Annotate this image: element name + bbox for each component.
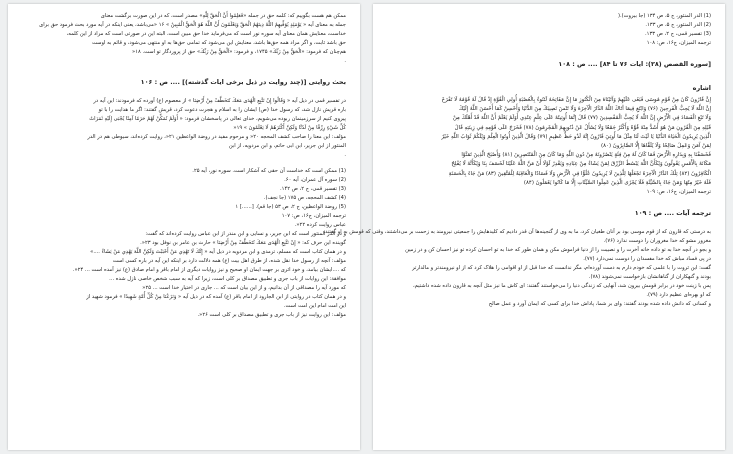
text-line: كُلِّ شَيْءٍ رِزْقًا مِنْ لَدُنَّا وَلَكِنَّ أَكْثَرَهُمْ لَا يَعْلَمُونَ » ۱۹« — [233, 125, 346, 131]
text-line: هم‌چنان که فرمود: «الْحَقُّ مِنْ رَبِّكَ» ۱۷۴۵، و فرمود: «اَلْحَقُّ مِنْ رَبِّكَ» حق از پروردگار تو است. ۱۸« — [132, 49, 346, 55]
text-line: پس با زینت خود در برابر قومش بیرون شد، آنهایی که زندگی دنیا را می‌خواستند گفتند: ای کاش ما نیز مثل آنچه به قارون داده شده داشتیم، — [412, 283, 711, 290]
translation-heading: ترجمه آیات .... ص : ۱۰۹ — [634, 209, 711, 218]
text-line: مؤلف: آنچه از رسول خدا نقل شده، از طرق اهل بیت (ع) همه دلالت دارد بر اینکه این آیه در باره کسی است — [112, 258, 346, 264]
text-line: بودند و گنهکاران از گناهانشان بازخواست نمی‌شوند (۷۸). — [588, 274, 711, 281]
text-line: مؤلف: این روایت نیز از باب جری و تطبیق مصداق بر کلی است ۲۶«. — [197, 312, 346, 318]
footnote: (3) تفسیر قمی، ج ۲، ص ۱۴۲. — [280, 186, 346, 192]
footnote: (5) روضة الواعظین، ج ۲، ص ۵۳ (جا قم). [......] ۱ — [235, 204, 346, 210]
verse-line: إِنَّ اللَّهَ لَا يُحِبُّ الْفَرِحِينَ (۷۶) وَابْتَغِ فِيمَا آتَاكَ اللَّهُ الدَّارَ الْآخِرَةَ وَلَا تَنْسَ نَصِيبَكَ مِنَ الدُّنْيَا وَأَحْسِنْ كَمَا أَحْسَنَ اللَّهُ إِلَيْكَ — [458, 106, 711, 113]
ishara-heading: اشاره — [692, 84, 711, 92]
text-line: این امت امام این امت است. — [283, 303, 346, 309]
footnote: (1) ممکن است که خداست آن حقی که آشکار است. سوره نور، آیه ۲۵. — [192, 168, 346, 174]
text-line: و در الدر المنثور است که ابن جریر، و نسایی و ابن منذر از ابن عباس روایت کرده‌اند که گفت: — [145, 231, 346, 237]
reference: (2) الدر المنثور، ج ۵، ص ۱۳۳. — [645, 22, 711, 28]
text-line: به درستی که قارون که از قوم موسی بود بر آنان طغیان کرد، ما به وی از گنجینه‌ها آن قدر دادیم که کلیدهایش را جمعیتی نیرومند به زحمت بر می‌داشتند، وقتی که قومش به او گفتند: — [323, 229, 711, 236]
page-reference: ترجمه المیزان، ج۱۶، ص: ۱۰۹ — [646, 189, 711, 196]
left-page — [8, 4, 360, 450]
text-line: و در همان کتاب است که مسلم، ترمذی و ابن مردویه در ذیل آیه « إِنَّكَ لَا تَهْدِي مَنْ أَحْبَبْتَ وَلَكِنَّ اللَّهَ يَهْدِي مَنْ يَشَاءُ ....» — [90, 249, 346, 255]
text-line: حق باشد ثابت، و اگر مراد همه حق‌ها باشد، معنایش این می‌شود که تمامی حق‌ها به او منتهی می‌شود، و قائم به اوست — [92, 40, 346, 46]
text-line: گفت: این ثروت را با علمی که خودم دارم به دست آورده‌ام، مگر ندانست که خدا قبل از او اقوامی را هلاک کرد که از او نیرومندتر و مالدارتر — [412, 265, 711, 272]
text-line: خداست، معنایش همان معنای آیه سوره نور است که می‌فرماید خدا حق مبین است، البته این در صورتی است که مراد از این کلمه، — [66, 31, 346, 37]
text-line: عباس روایت کرده ۲۲«. — [294, 222, 346, 228]
footnote: (2) سوره آل عمران، آیه ۶۰. — [284, 177, 346, 183]
translation-paragraph — [323, 228, 711, 309]
reference: (1) الدر المنثور، ج ۵، ص ۱۳۴ (جا بیروت).( — [617, 13, 711, 19]
page-reference: ترجمه المیزان، ج۱۶، ص: ۱۰۸ — [646, 40, 711, 46]
verse-line: وَلَا تَبْغِ الْفَسَادَ فِي الْأَرْضِ إِنَّ اللَّهَ لَا يُحِبُّ الْمُفْسِدِينَ (۷۷) قَالَ إِنَّمَا أُوتِيتُهُ عَلَى عِلْمٍ عِنْدِي أَوَلَمْ يَعْلَمْ أَنَّ اللَّهَ قَدْ أَهْلَكَ مِنْ — [452, 115, 711, 122]
narrative-paragraph — [22, 97, 346, 160]
page-reference: ترجمه المیزان، ج۱۶، ص: ۱۰۷ — [281, 213, 346, 219]
text-line: موافقة: این روایات از باب جری و تطبیق مصداق بر کلی است، زیرا که آیه به سبب شخص خاصی نازل شده ... — [109, 276, 346, 282]
text-line: المنثور از ابن جریر، ابن ابی حاتم، و ابن مردویه، از ابن — [228, 143, 346, 149]
verse-line: لِمَنْ آمَنَ وَعَمِلَ صَالِحًا وَلَا يُلَقَّاهَا إِلَّا الصَّابِرُونَ (۸۰) — [601, 143, 711, 150]
text-line: . — [344, 58, 346, 64]
references — [387, 12, 711, 48]
text-line: که ....ایشان بیامد، و خود اثری بر جهت ایمان او صحیح و نیز روایات دیگری از امام باقر و امام صادق (ع) نیز آمده است ... ۲۴«. — [72, 267, 346, 273]
text-line: در پی فساد مباش که خدا مفسدان را دوست نمی‌دارد (۷۷). — [583, 256, 711, 263]
text-line: که او بهره‌ای عظیم دارد (۷۹). — [646, 292, 711, 299]
text-line: و در همان کتاب در روایتی از ابن الجارود از امام باقر (ع) آمده که در ذیل آیه « وَنَزَعْنَا مِنْ كُلِّ أُمَّةٍ شَهِيدًا » فرمود شهید از — [86, 294, 346, 300]
text-line: جمله به معنای آیه « يَوْمَئِذٍ يُوَفِّيهِمُ اللَّهُ دِينَهُمُ الْحَقَّ وَيَعْلَمُونَ أَنَّ اللَّهَ هُوَ الْحَقُّ الْمُبِينُ » ۱۶ «می‌باشد، یعنی اینکه در آیه مورد بحث فرمود حق برای — [39, 22, 346, 28]
verse-line: فَلَهُ خَيْرٌ مِنْهَا وَمَنْ جَاءَ بِالسَّيِّئَةِ فَلَا يُجْزَى الَّذِينَ عَمِلُوا السَّيِّئَاتِ إِلَّا مَا كَانُوا يَعْمَلُونَ (۸۴) — [523, 179, 711, 186]
verse-line: قَبْلِهِ مِنَ الْقُرُونِ مَنْ هُوَ أَشَدُّ مِنْهُ قُوَّةً وَأَكْثَرُ جَمْعًا وَلَا يُسْأَلُ عَنْ ذُنُوبِهِمُ الْمُجْرِمُونَ (۷۸) فَخَرَجَ عَلَى قَوْمِهِ فِي زِينَتِهِ قَالَ — [454, 124, 711, 131]
verse-line: فَخَسَفْنَا بِهِ وَبِدَارِهِ الْأَرْضَ فَمَا كَانَ لَهُ مِنْ فِئَةٍ يَنْصُرُونَهُ مِنْ دُونِ اللَّهِ وَمَا كَانَ مِنَ الْمُنْتَصِرِينَ (۸۱) وَأَصْبَحَ الَّذِينَ تَمَنَّوْا — [461, 152, 711, 159]
text-line: . — [344, 152, 346, 158]
hadith-paragraph — [22, 221, 346, 320]
footnotes — [22, 167, 346, 212]
text-line: گوینده این حرف که: « إِنْ نَتَّبِعِ الْهُدَى مَعَكَ نُتَخَطَّفْ مِنْ أَرْضِنَا » حارث بن عامر بن نوفل بود ۲۳«. — [140, 240, 346, 246]
footnote: (4) کشف المحجه، ص ۱۷۵ (جا نجف). — [263, 195, 346, 201]
text-line: که مورد آیه را مصداقی از آن بدانیم، و از این بیان است که ... جاری در اختیار خدا است ... ۲۵« — [142, 285, 346, 291]
section-heading: بحث روایتی [(چند روایت در ذیل برخی ایات گذشته)] .... ص : ۱۰۶ — [140, 78, 346, 86]
right-page — [323, 4, 725, 450]
text-line: و بجو در آنچه خدا به تو داده خانه آخرت را و نصیبت را از دنیا فراموش مکن و همان طور که خدا به تو احسان کرده تو نیز احسان کن و در زمین — [405, 247, 711, 254]
quran-verses — [387, 96, 711, 188]
verse-line: مَكَانَهُ بِالْأَمْسِ يَقُولُونَ وَيْكَأَنَّ اللَّهَ يَبْسُطُ الرِّزْقَ لِمَنْ يَشَاءُ مِنْ عِبَادِهِ وَيَقْدِرُ لَوْلَا أَنْ مَنَّ اللَّهُ عَلَيْنَا لَخَسَفَ بِنَا وَيْكَأَنَّهُ لَا يُفْلِحُ — [451, 161, 711, 168]
surah-heading: [سوره القصص (۲۸): ایات ۷۶ تا ۸۴] .... ص : ۱۰۸ — [558, 60, 711, 68]
text-line: مغرور مشو که خدا مغروران را دوست ندارد (۷۶). — [603, 238, 711, 245]
top-paragraph — [22, 12, 346, 66]
verse-line: الَّذِينَ يُرِيدُونَ الْحَيَاةَ الدُّنْيَا يَا لَيْتَ لَنَا مِثْلَ مَا أُوتِيَ قَارُونُ إِنَّهُ لَذُو حَظٍّ عَظِيمٍ (۷۹) وَقَالَ الَّذِينَ أُوتُوا الْعِلْمَ وَيْلَكُمْ ثَوَابُ اللَّهِ خَيْرٌ — [441, 133, 711, 140]
text-line: ممکن هم هست بگوییم که: کلمه حق در جمله «فَعَلِمُوا أَنَّ الْحَقَّ لِلَّهِ» مصدر است، که در این صورت برگشت معنای — [100, 13, 346, 19]
text-line: مؤلف: این معنا را صاحب کشف المحجه ۲۰« و مرحوم مفید در روضة الواعظین ۲۱«، روایت کرده‌اند، سیوطی هم در الدر — [87, 134, 346, 140]
verse-line: الْكَافِرُونَ (۸۲) تِلْكَ الدَّارُ الْآخِرَةُ نَجْعَلُهَا لِلَّذِينَ لَا يُرِيدُونَ عُلُوًّا فِي الْأَرْضِ وَلَا فَسَادًا وَالْعَاقِبَةُ لِلْمُتَّقِينَ (۸۳) مَنْ جَاءَ بِالْحَسَنَةِ — [448, 170, 711, 177]
text-line: پیروی کنیم از سرزمینمان ربوده می‌شویم، خدای تعالی در پاسخشان فرمود: « أَوَلَمْ نُمَكِّنْ لَهُمْ حَرَمًا آمِنًا يُجْبَى إِلَيْهِ ثَمَرَاتُ — [89, 116, 346, 122]
text-line: و کسانی که دانش داده شده بودند گفتند: وای بر شما، پاداش خدا برای کسی که ایمان آورد و عمل صالح — [488, 301, 711, 308]
reference: (3) تفسیر قمی، ج ۲، ص ۱۳۳. — [645, 31, 711, 37]
verse-line: إِنَّ قَارُونَ كَانَ مِنْ قَوْمِ مُوسَى فَبَغَى عَلَيْهِمْ وَآتَيْنَاهُ مِنَ الْكُنُوزِ مَا إِنَّ مَفَاتِحَهُ لَتَنُوءُ بِالْعُصْبَةِ أُولِي الْقُوَّةِ إِذْ قَالَ لَهُ قَوْمُهُ لَا تَفْرَحْ — [441, 97, 711, 103]
text-line: در تفسیر قمی در ذیل آیه « وَقَالُوا إِنْ نَتَّبِعِ الْهُدَى مَعَكَ نُتَخَطَّفْ مِنْ أَرْضِنَا » از معصوم (ع) آورده که فرمودند: این آیه در — [93, 98, 346, 104]
text-line: باره قریش نازل شد، که رسول خدا (ص) ایشان را به اسلام و هجرت دعوت کرد، قریش گفتند: اگر ما هدایت را با تو — [98, 107, 346, 113]
